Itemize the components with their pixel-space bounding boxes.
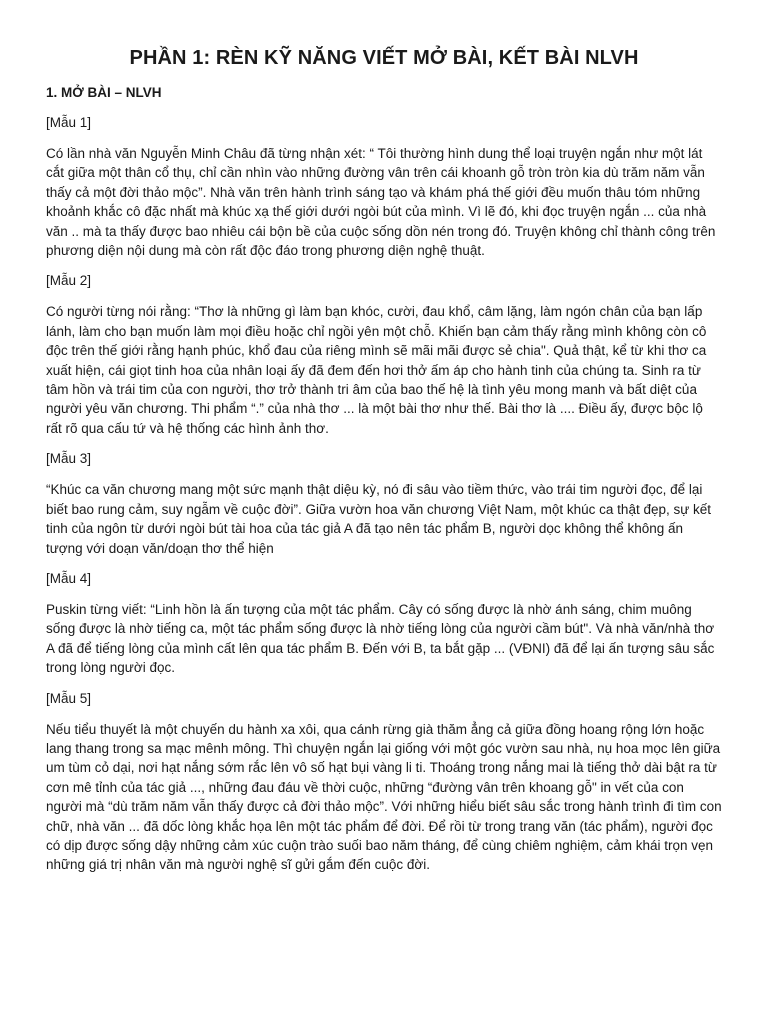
sample-paragraph: Nếu tiểu thuyết là một chuyến du hành xa xôi, qua cánh rừng già thăm ẳng cả giữa đồng hoang rộng lớn hoặc lang thang trong sa mạc mênh mông. Thì chuyện ngắn lại giống với một góc vườn sau nhà, nụ hoa mọc lên giữa um tùm cỏ dại, nơi hạt nắng sớm rắc lên vô số hạt bụi vàng li ti. Thoáng trong nắng mai là tiếng thở dài bật ra từ cơn mê tỉnh của tác giả ..., những đau đáu về thời cuộc, những “đường vân trên khoang gỗ" in vết của con người mà “dù trăm năm vẫn thấy được cả đời thảo mộc”. Với những hiểu biết sâu sắc trong hành trình đi tìm con chữ, nhà văn ... đã dốc lòng khắc họa lên một tác phẩm để đời. Để rồi từ trong trang văn (tác phẩm), người đọc có dịp được sống dậy những cảm xúc cuộn trào suối bao năm tháng, để cùng chiêm nghiệm, cảm khái trọn vẹn những giá trị nhân văn mà người nghệ sĩ gửi gắm đến cuộc đời.	[46, 721, 722, 873]
sample-paragraph: Có lần nhà văn Nguyễn Minh Châu đã từng nhận xét: “ Tôi thường hình dung thể loại truyện ngắn như một lát cắt giữa một thân cổ thụ, chỉ cần nhìn vào những đường vân trên cái khoanh gỗ tròn tròn kia dù trăm năm vẫn thấy cả một đời thảo mộc”. Nhà văn trên hành trình sáng tạo và khám phá thế giới đều muốn thâu tóm những khoảnh khắc cô đặc nhất mà khúc xạ thế giới dưới ngòi bút của mình. Vì lẽ đó, khi đọc truyện ngắn ... của nhà văn .. mà ta thấy được bao nhiêu cái bộn bề của cuộc sống dồn nén trong đó. Truyện không chỉ thành công trên phương diện nội dung mà còn rất độc đáo trong phương diện nghệ thuật.	[46, 146, 716, 259]
sample-label: [Mẫu 5]	[46, 690, 92, 706]
sample-4	[46, 570, 722, 678]
page-title: PHẦN 1: RÈN KỸ NĂNG VIẾT MỞ BÀI, KẾT BÀI NLVH	[129, 47, 639, 69]
sample-label: [Mẫu 1]	[46, 115, 92, 130]
sample-label: [Mẫu 3]	[46, 451, 92, 467]
section-heading: 1. MỞ BÀI – NLVH	[46, 85, 162, 100]
document-page	[46, 44, 722, 887]
sample-5	[46, 690, 722, 875]
sample-label: [Mẫu 4]	[46, 570, 92, 586]
sample-paragraph: Puskin từng viết: “Linh hồn là ấn tượng của một tác phẩm. Cây có sống được là nhờ ánh sáng, chim muông sống được là nhờ tiếng ca, một tác phẩm sống được là nhờ tiếng lòng của người cầm bút". Và nhà văn/nhà thơ A đã để tiếng lòng của mình cất lên qua tác phẩm B. Đến với B, ta bắt gặp ... (VĐNI) đã để lại ấn tượng sâu sắc trong lòng người đọc.	[46, 601, 715, 676]
sample-2	[46, 272, 722, 438]
sample-3	[46, 450, 722, 558]
sample-label: [Mẫu 2]	[46, 273, 92, 289]
sample-paragraph: Có người từng nói rằng: “Thơ là những gì làm bạn khóc, cười, đau khổ, câm lặng, làm ngón chân của bạn lấp lánh, làm cho bạn muốn làm mọi điều hoặc chỉ ngồi yên một chỗ. Khiến bạn cảm thấy rằng mình không còn cô độc trên thế giới rằng hạnh phúc, khổ đau của riêng mình sẽ mãi mãi được sẻ chia". Quả thật, kể từ khi thơ ca xuất hiện, cái giọt tinh hoa của nhân loại ấy đã đem đến hơi thở ấm áp cho hành tinh của chúng ta. Sinh ra từ tâm hồn và trái tim của con người, thơ trở thành tri âm của bao thế hệ là tình yêu mong manh và bất diệt của người yêu văn chương. Thi phẩm “.” của nhà thơ ... là một bài thơ như thế. Bài thơ là .... Điều ấy, được bộc lộ rất rõ qua cấu tứ và hệ thống các hình ảnh thơ.	[46, 304, 707, 436]
sample-1	[46, 114, 722, 260]
sample-paragraph: “Khúc ca văn chương mang một sức mạnh thật diệu kỳ, nó đi sâu vào tiềm thức, vào trái tim người đọc, để lại biết bao rung cảm, suy ngẫm về cuộc đời”. Giữa vườn hoa văn chương Việt Nam, một khúc ca thật đẹp, sự kết tinh của ngôn từ dưới ngòi bút tài hoa của tác giả A đã tạo nên tác phẩm B, người dọc không thể không ấn tượng với doạn văn/doạn thơ thể hiện	[46, 482, 712, 556]
